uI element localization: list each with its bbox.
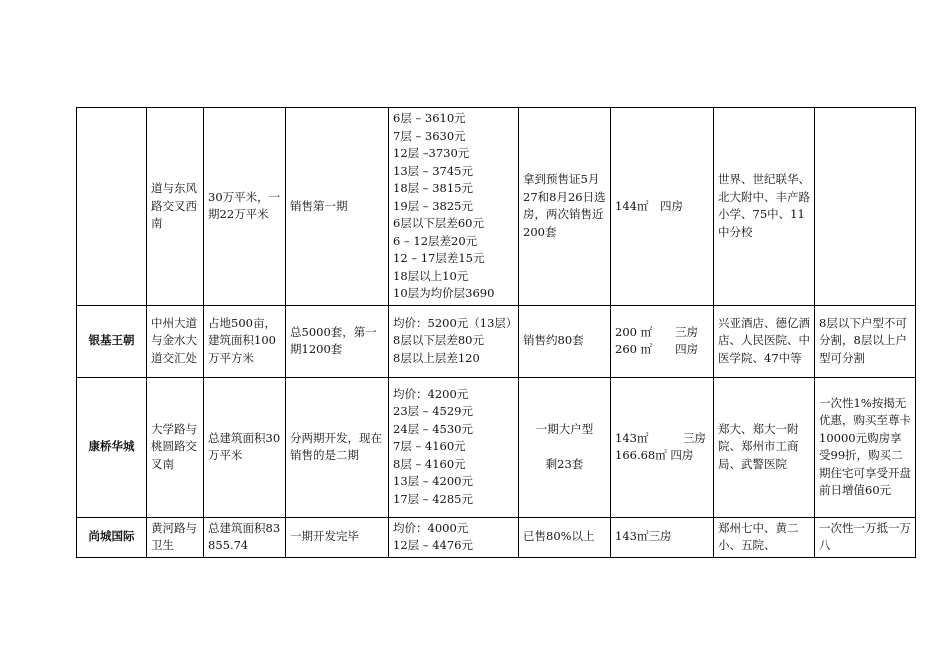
sales-cell: 一期大户型 剩23套 — [519, 377, 611, 517]
sales-cell: 已售80%以上 — [519, 517, 611, 557]
facilities-cell: 郑大、郑大一附院、郑州市工商局、武警医院 — [714, 377, 815, 517]
price-line: 7层 – 3630元 — [393, 128, 466, 143]
price-line: 18层 – 3815元 — [393, 181, 473, 195]
sales-cell: 拿到预售证5月27和8月26日选房，两次销售近200套 — [519, 108, 611, 306]
project-table — [76, 107, 916, 558]
phase-cell: 分两期开发，现在销售的是二期 — [286, 377, 389, 517]
table-row — [77, 305, 916, 377]
table-row — [77, 108, 916, 306]
price-line: 12层 – 4476元 — [393, 538, 473, 552]
units-cell: 143㎡三房 — [611, 517, 714, 557]
units-cell: 143㎡ 三房 166.68㎡ 四房 — [611, 377, 714, 517]
price-cell — [389, 517, 519, 557]
price-line: 23层 – 4529元 — [393, 404, 473, 419]
notes-cell: 一次性1%按揭无优惠，购买至尊卡10000元购房享受99折，购买二期住宅可享受开盘前日增值60元 — [815, 377, 916, 517]
area-cell: 总建筑面积83855.74 — [204, 517, 286, 557]
units-cell: 144㎡ 四房 — [611, 108, 714, 306]
facilities-cell: 世界、世纪联华、北大附中、丰产路小学、75中、11中分校 — [714, 108, 815, 306]
table-row — [77, 517, 916, 557]
price-line: 均价：5200元（13层）8层以下层差80元 8层以上层差120 — [393, 315, 512, 365]
notes-cell: 一次性一万抵一万八 — [815, 517, 916, 557]
project-name: 银基王朝 — [77, 305, 147, 377]
price-line: 6 – 12层差20元 — [393, 233, 478, 248]
price-line: 19层 – 3825元 — [393, 198, 473, 213]
phase-cell: 总5000套，第一期1200套 — [286, 305, 389, 377]
price-line: 均价：4200元 — [393, 386, 469, 401]
location-cell: 黄河路与卫生 — [147, 517, 204, 557]
price-line: 12层 –3730元 — [393, 146, 470, 160]
table-row — [77, 377, 916, 517]
project-name: 尚城国际 — [77, 517, 147, 557]
project-name — [77, 108, 147, 306]
phase-cell: 销售第一期 — [286, 108, 389, 306]
notes-cell — [815, 108, 916, 306]
area-cell: 总建筑面积30万平米 — [204, 377, 286, 517]
price-cell — [389, 377, 519, 517]
price-line: 17层 – 4285元 — [393, 491, 473, 506]
notes-cell: 8层以下户型不可分割，8层以上户型可分割 — [815, 305, 916, 377]
project-name: 康桥华城 — [77, 377, 147, 517]
price-line: 6层以下层差60元 — [393, 216, 484, 230]
facilities-cell: 郑州七中、黄二小、五院、 — [714, 517, 815, 557]
sales-cell: 销售约80套 — [519, 305, 611, 377]
price-cell — [389, 305, 519, 377]
units-cell: 200 ㎡ 三房 260 ㎡ 四房 — [611, 305, 714, 377]
facilities-cell: 兴亚酒店、德亿酒店、人民医院、中医学院、47中等 — [714, 305, 815, 377]
price-line: 24层 – 4530元 — [393, 421, 473, 436]
price-line: 均价：4000元 — [393, 520, 469, 535]
area-cell: 30万平米，一期22万平米 — [204, 108, 286, 306]
price-line: 13层 – 4200元 — [393, 474, 473, 489]
price-line: 10层为均价层3690 — [393, 286, 495, 300]
location-cell: 道与东风路交叉西南 — [147, 108, 204, 306]
price-line: 8层 – 4160元 — [393, 456, 466, 471]
price-line: 7层 – 4160元 — [393, 439, 466, 454]
area-cell: 占地500亩，建筑面积100万平方米 — [204, 305, 286, 377]
location-cell: 大学路与桃圆路交叉南 — [147, 377, 204, 517]
price-line: 13层 – 3745元 — [393, 163, 473, 178]
price-line: 18层以上10元 — [393, 268, 469, 283]
price-cell — [389, 108, 519, 306]
price-line: 12 – 17层差15元 — [393, 251, 485, 265]
phase-cell: 一期开发完毕 — [286, 517, 389, 557]
price-line: 6层 – 3610元 — [393, 111, 466, 125]
location-cell: 中州大道与金水大道交汇处 — [147, 305, 204, 377]
